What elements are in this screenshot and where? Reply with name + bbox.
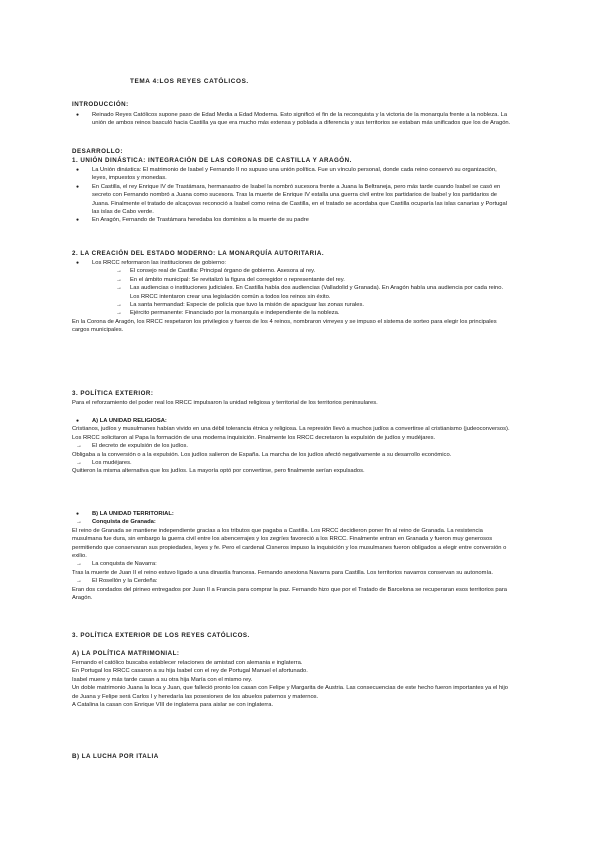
section3b-heading: 3. POLÍTICA EXTERIOR DE LOS REYES CATÓLICOS. <box>72 632 250 639</box>
section2-item-2: → En el ámbito municipal: Se revitalizó la figura del corregidor o representante del rey. <box>72 276 512 284</box>
matrimonial-block <box>72 659 512 709</box>
territorial-arrow-2: → La conquista de Navarra: <box>72 560 512 568</box>
intro-bullet: ● Reinado Reyes Católicos supone paso de Edad Media a Edad Moderna. Esto significó el fin de la reconquista y la victoria de la monarquía frente a la nobleza. La unión de ambos reinos basculó hacia Castilla ya que era mucho más extensa y poblada a diferencia y sus territorios se estaban más unificados que los de Aragón. <box>72 111 512 128</box>
matrimonial-line-5: A Catalina la casan con Enrique VIII de inglaterra para aislar se con inglaterra. <box>72 702 274 709</box>
religiosa-arrow-1: → El decreto de expulsión de los judíos. <box>72 442 512 450</box>
section2-block <box>72 259 512 335</box>
section2-closing: En la Corona de Aragón, los RRCC respetaron los privilegios y fueros de los 4 reinos, nombraron virreyes y se impuso el sistema de sorteo para elegir los principales cargos municipales. <box>72 318 497 334</box>
desarrollo-heading: DESARROLLO: <box>72 148 123 155</box>
matrimonial-heading: A) LA POLÍTICA MATRIMONIAL: <box>72 650 180 657</box>
territorial-arrow-3: → El Rosellón y la Cerdeña: <box>72 577 512 585</box>
section2-item-4: → La santa hermandad: Especie de policía que tuvo la misión de apaciguar las zonas rurales. <box>72 301 512 309</box>
section2-bullet: ● Los RRCC reformaron las instituciones de gobierno: <box>72 259 512 267</box>
religiosa-arrow-2: → Los mudéjares. <box>72 459 512 467</box>
territorial-text-2: Tras la muerte de Juan II el reino estuvo ligado a una dinastía francesa. Fernando anexiona Navarra para Castilla. Los territorios navarros conservan su autonomía. <box>72 569 493 576</box>
section2-item-3: → Las audiencias o instituciones judiciales. En Castilla había dos audiencias (Valladolid y Granada). En Aragón había una audiencia por cada reino. Los RRCC intentaron crear una legislación común a todos los reinos sin éxito. <box>72 284 512 301</box>
matrimonial-line-3: Isabel muere y más tarde casan a su otra hija María con el mismo rey. <box>72 676 253 683</box>
territorial-heading: ● B) LA UNIDAD TERRITORIAL: <box>72 510 512 518</box>
section2-item-5: → Ejército permanente: Financiado por la monarquía e independiente de la nobleza. <box>72 309 512 317</box>
territorial-arrow-1: → Conquista de Granada: <box>72 518 512 526</box>
matrimonial-line-2: En Portugal los RRCC casaron a su hija Isabel con el rey de Portugal Manuel el afortunado. <box>72 668 308 675</box>
section1-bullet-1: ● La Unión dinástica: El matrimonio de Isabel y Fernando II no supuso una unión política. Fue un vínculo personal, donde cada reino conservó su organización, leyes, impuestos y monedas. <box>72 166 512 183</box>
religiosa-heading: ● A) LA UNIDAD RELIGIOSA: <box>72 417 512 425</box>
section1-bullet-3: ● En Aragón, Fernando de Trastámara heredaba los dominios a la muerte de su padre <box>72 216 512 224</box>
section2-item-1: → El consejo real de Castilla: Principal órgano de gobierno. Asesora al rey. <box>72 267 512 275</box>
section1-bullet-2: ● En Castilla, el rey Enrique IV de Trastámara, hermanastro de Isabel la nombró sucesora frente a Juana la Beltraneja, pero más tarde cuando Isabel se casó en secreto con Fernando nombró a Juana como sucesora. Tras la muerte de Enrique IV estalla una guerra civil entre los partidarios de Isabel y los partidarios de Juana. Finalmente el tratado de alcaçovas reconoció a Isabel como reina de Castilla, en el tratado se acordaba que Castilla ocuparía las islas canarias y Portugal las islas de Cabo verde. <box>72 183 512 217</box>
section3-intro-text: Para el reforzamiento del poder real los RRCC impulsaron la unidad religiosa y territorial de los territorios peninsulares. <box>72 400 378 406</box>
religiosa-text-1: Cristianos, judíos y musulmanes habían vivido en una débil tolerancia étnica y religiosa. La represión llevó a muchos judíos a convertirse al cristianismo (judeoconversos). Los RRCC solicitaron al Papa la formación de una moderna inquisición. Finalmente los RRCC decretaron la expulsión de judíos y mudéjares. <box>72 426 510 441</box>
section3-intro <box>72 399 512 407</box>
section1-heading: 1. UNIÓN DINÁSTICA: INTEGRACIÓN DE LAS CORONAS DE CASTILLA Y ARAGÓN. <box>72 157 352 164</box>
italia-heading: B) LA LUCHA POR ITALIA <box>72 753 159 760</box>
territorial-text-3: Eran dos condados del pirineo entregados por Juan II a Francia para comprar la paz. Fernando hizo que por el Tratado de Barcelona se recuperaran esos territorios para Aragón. <box>72 586 508 602</box>
religiosa-text-2: Obligaba a la conversión o a la expulsión. Los judíos salieron de España. La marcha de los judíos afectó negativamente a su desarrollo económico. <box>72 451 452 458</box>
territorial-block <box>72 510 512 602</box>
religiosa-text-3: Quitieron la misma alternativa que los judíos. La mayoría optó por convertirse, pero finalmente serían expulsados. <box>72 468 365 475</box>
intro-heading: INTRODUCCIÓN: <box>72 101 129 108</box>
document-title: TEMA 4:LOS REYES CATÓLICOS. <box>130 78 249 85</box>
matrimonial-line-4: Un doble matrimonio Juana la loca y Juan, que falleció pronto los casan con Felipe y Margarita de Austria. Las consecuencias de este hecho fueron importantes ya el hijo de Juana y Felipe será Carlos I y heredaría las posesiones de los abuelos paternos y maternos. <box>72 685 508 700</box>
section2-heading: 2. LA CREACIÓN DEL ESTADO MODERNO: LA MONARQUÍA AUTORITARIA. <box>72 250 325 257</box>
matrimonial-line-1: Fernando el católico buscaba establecer relaciones de amistad con alemania e inglaterra. <box>72 660 303 666</box>
section3-heading: 3. POLÍTICA EXTERIOR: <box>72 390 154 397</box>
section1-block <box>72 166 512 225</box>
territorial-text-1: El reino de Granada se mantiene independiente gracias a los tributos que pagaba a Castilla. Los RRCC decidieron poner fin al reino de Granada. La resistencia musulmana fue dura, sin embargo la guerra civil entre los abencerrajes y los zegríes favoreció a los RRCC. Finalmente entran en Granada y fueron muy generosos permitiendo que conservaran sus propiedades, leyes y fe. Pero el cardenal Cisneros impuso la inquisición y los musulmanes fueron obligados a elegir entre conversión o exilio. <box>72 527 507 560</box>
intro-block <box>72 111 512 128</box>
religiosa-block <box>72 417 512 476</box>
